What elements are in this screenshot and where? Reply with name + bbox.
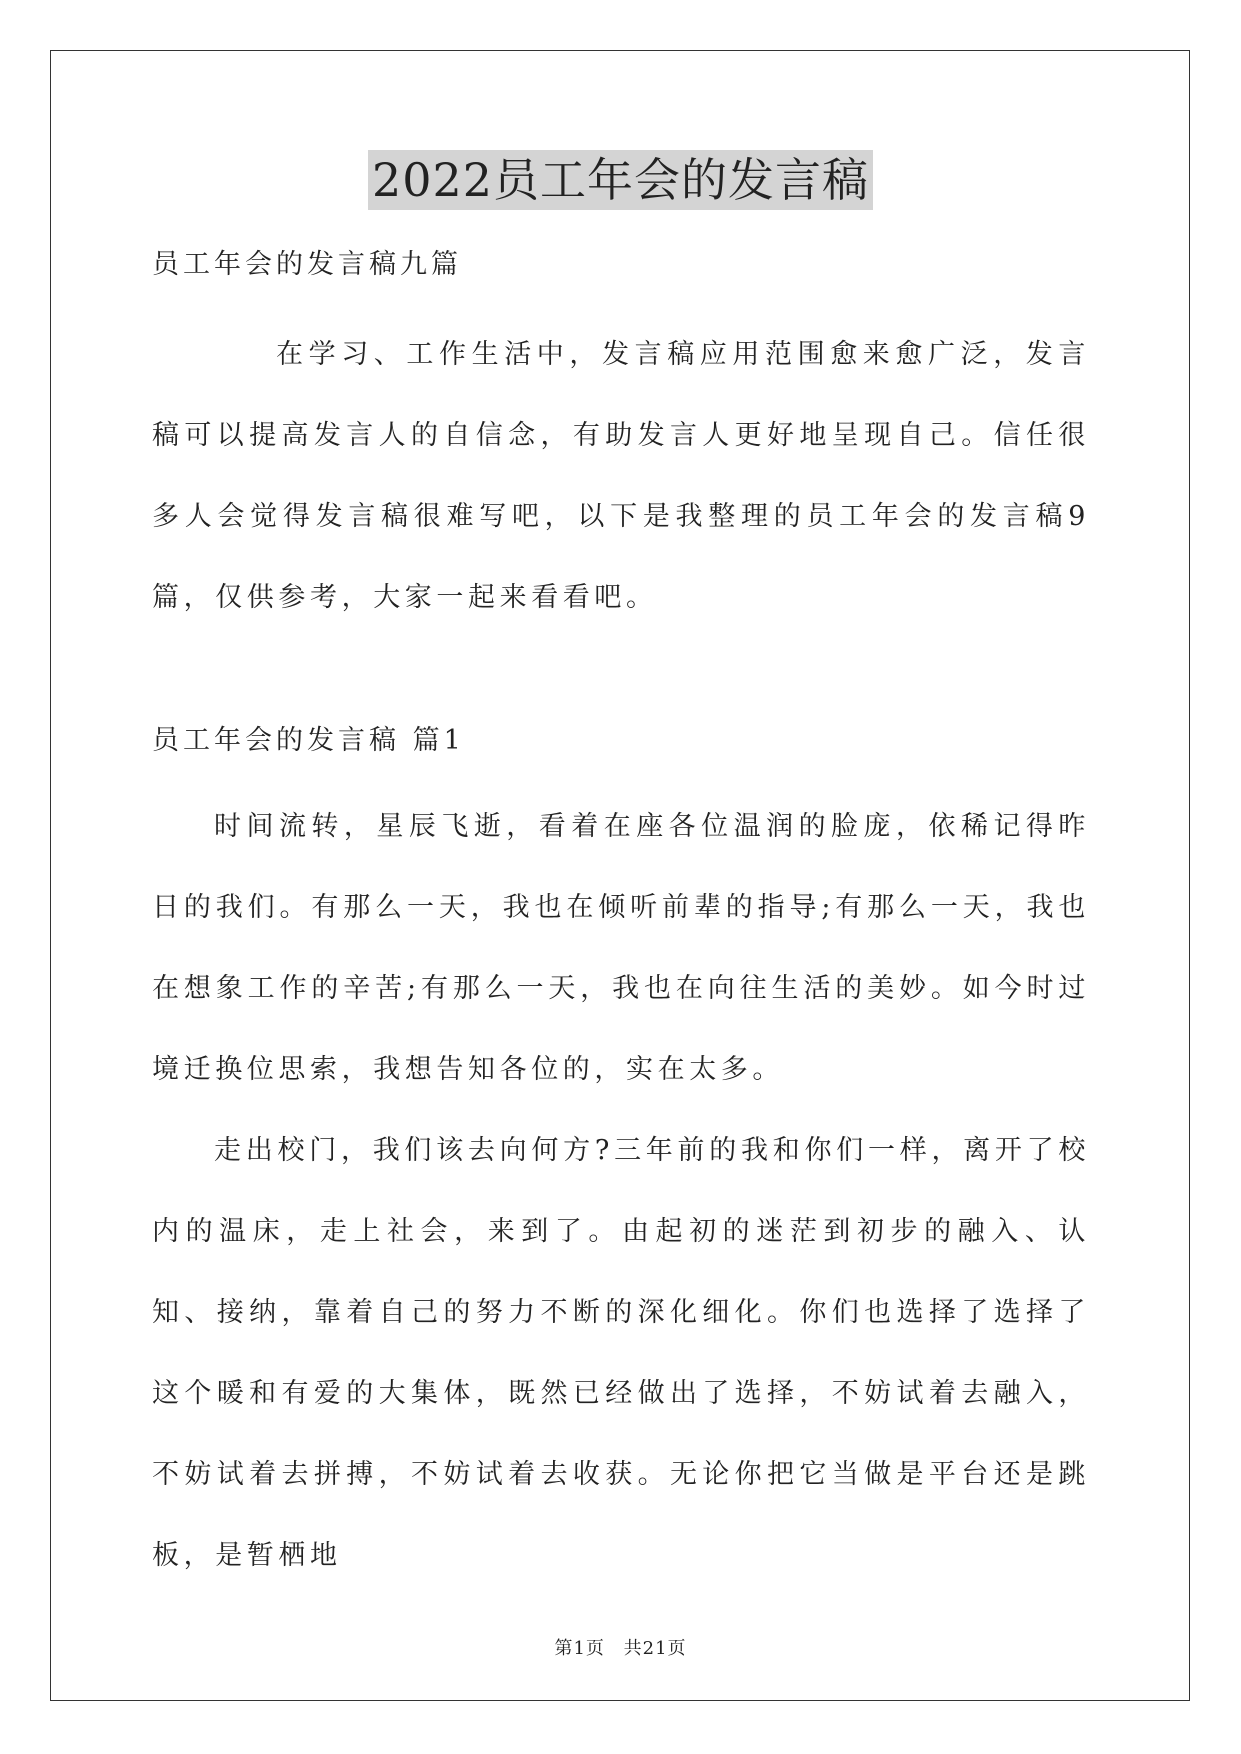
page-footer <box>0 1634 1241 1660</box>
page-number: 第1页 <box>554 1638 605 1659</box>
body-paragraph-1: 时间流转，星辰飞逝，看着在座各位温润的脸庞，依稀记得昨日的我们。有那么一天，我也在倾听前辈的指导;有那么一天，我也在想象工作的辛苦;有那么一天，我也在向往生活的美妙。如今时过境迁换位思索，我想告知各位的，实在太多。 <box>152 811 1090 1085</box>
document-body <box>152 240 1090 1596</box>
document-title: 2022员工年会的发言稿 <box>368 150 873 210</box>
page-total: 共21页 <box>623 1638 687 1659</box>
section-heading: 员工年会的发言稿 篇1 <box>152 725 465 756</box>
document-subtitle: 员工年会的发言稿九篇 <box>152 249 462 280</box>
title-container <box>0 150 1241 210</box>
intro-paragraph: 在学习、工作生活中，发言稿应用范围愈来愈广泛，发言稿可以提高发言人的自信念，有助发言人更好地呈现自己。信任很多人会觉得发言稿很难写吧，以下是我整理的员工年会的发言稿9篇，仅供参考，大家一起来看看吧。 <box>152 339 1090 613</box>
body-paragraph-2: 走出校门，我们该去向何方?三年前的我和你们一样，离开了校内的温床，走上社会，来到了。由起初的迷茫到初步的融入、认知、接纳，靠着自己的努力不断的深化细化。你们也选择了选择了这个暖和有爱的大集体，既然已经做出了选择，不妨试着去融入，不妨试着去拼搏，不妨试着去收获。无论你把它当做是平台还是跳板，是暂栖地 <box>152 1135 1090 1571</box>
